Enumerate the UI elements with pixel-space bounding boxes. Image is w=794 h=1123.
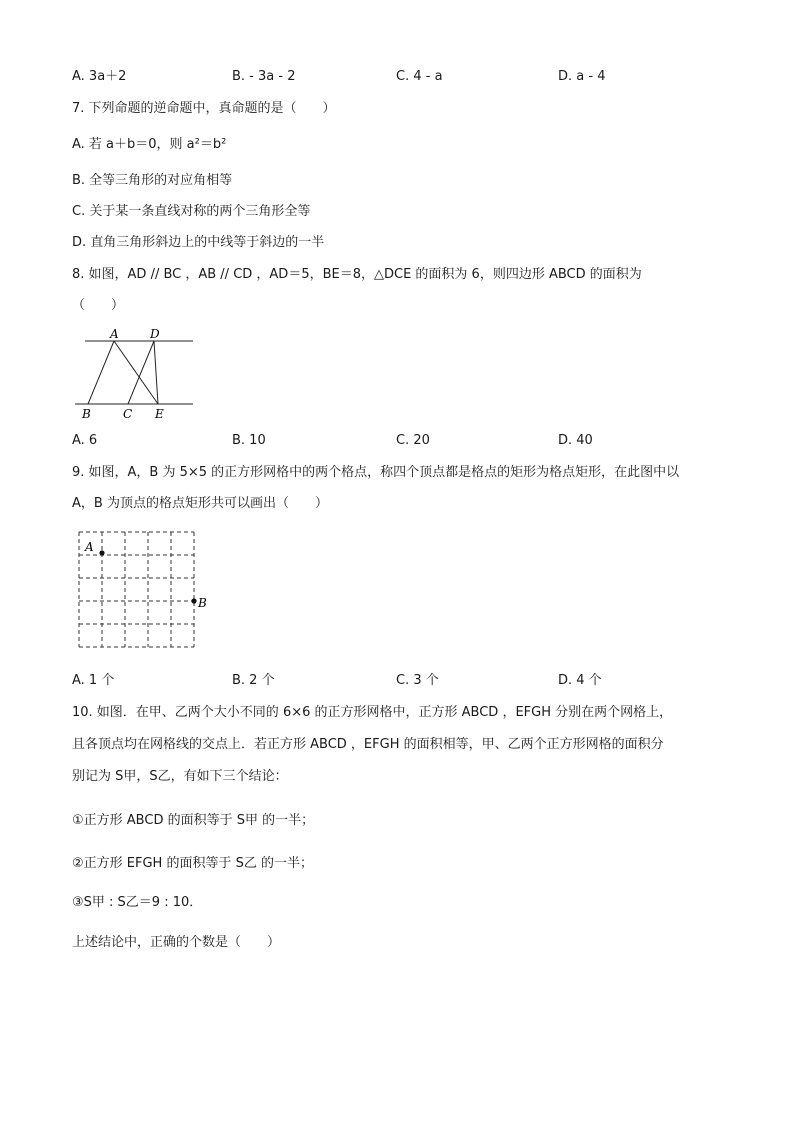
q10-stem-line2: 且各顶点均在网格线的交点上．若正方形 ABCD ，EFGH 的面积相等，甲、乙两个正方形网格的面积分 [72, 737, 664, 752]
q8-stem-line1: 8. 如图，AD // BC ，AB // CD ，AD＝5，BE＝8，△DCE 的面积为 6，则四边形 ABCD 的面积为 [72, 267, 642, 282]
q10-stem-line1: 10. 如图．在甲、乙两个大小不同的 6×6 的正方形网格中，正方形 ABCD ，EFGH 分别在两个网格上， [72, 705, 673, 720]
q10-stem-line3: 别记为 S甲，S乙，有如下三个结论： [72, 769, 288, 784]
label-e: E [155, 407, 164, 421]
q8-option-c: C. 20 [396, 433, 430, 448]
q10-conclusion-3: ③S甲 : S乙＝9 : 10． [72, 895, 203, 910]
q7-option-d: D. 直角三角形斜边上的中线等于斜边的一半 [72, 235, 325, 250]
q10-conclusion-1: ①正方形 ABCD 的面积等于 S甲 的一半； [72, 813, 315, 828]
q9-grid-figure [72, 526, 222, 654]
q9-option-c: C. 3 个 [396, 673, 439, 688]
q8-option-d: D. 40 [558, 433, 593, 448]
label-c: C [123, 407, 133, 421]
label-b: B [82, 407, 91, 421]
q6-option-b: B. - 3a - 2 [232, 69, 296, 84]
point-a [99, 550, 104, 555]
label-a: A [85, 540, 94, 554]
q7-option-a: A. 若 a＋b＝0，则 a²＝b² [72, 137, 227, 152]
q9-stem-line2: A，B 为顶点的格点矩形共可以画出（ ） [72, 496, 328, 511]
q6-option-d: D. a - 4 [558, 69, 606, 84]
label-b: B [198, 596, 207, 610]
q9-option-b: B. 2 个 [232, 673, 275, 688]
q10-conclusion-2: ②正方形 EFGH 的面积等于 S乙 的一半； [72, 856, 313, 871]
dashed-grid [79, 532, 194, 647]
q8-figure [70, 324, 200, 424]
q8-option-b: B. 10 [232, 433, 266, 448]
q8-stem-line2: （ ） [72, 298, 125, 313]
segment-ab [88, 341, 114, 404]
q6-option-c: C. 4 - a [396, 69, 443, 84]
q7-option-c: C. 关于某一条直线对称的两个三角形全等 [72, 204, 311, 219]
segment-dc [128, 341, 154, 404]
label-d: D [150, 327, 160, 341]
q8-option-a: A. 6 [72, 433, 98, 448]
segment-ae [114, 341, 158, 404]
q9-option-d: D. 4 个 [558, 673, 602, 688]
q7-stem: 7. 下列命题的逆命题中，真命题的是（ ） [72, 101, 336, 116]
point-b [191, 598, 196, 603]
q7-option-b: B. 全等三角形的对应角相等 [72, 173, 233, 188]
q9-option-a: A. 1 个 [72, 673, 115, 688]
segment-de [154, 341, 158, 404]
label-a: A [110, 327, 119, 341]
q9-stem-line1: 9. 如图，A，B 为 5×5 的正方形网格中的两个格点，称四个顶点都是格点的矩形为格点矩形，在此图中以 [72, 465, 680, 480]
q6-option-a: A. 3a＋2 [72, 69, 127, 84]
q10-question: 上述结论中，正确的个数是（ ） [72, 935, 281, 950]
